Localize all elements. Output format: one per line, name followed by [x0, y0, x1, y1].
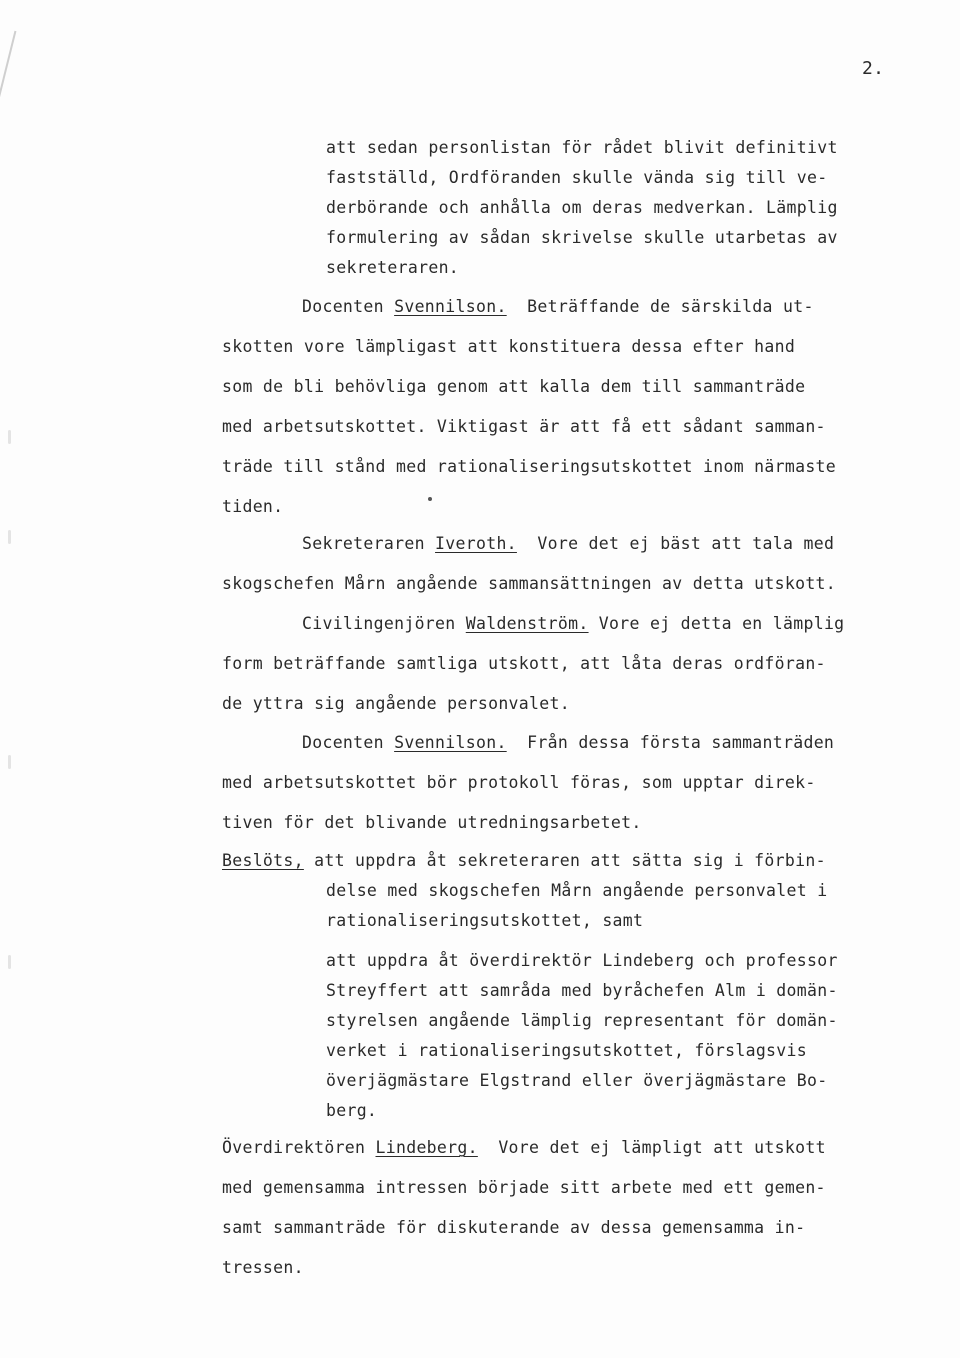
text-line: delse med skogschefen Mårn angående personvalet i — [326, 881, 828, 900]
decision-label: Beslöts, — [222, 851, 304, 870]
text-line: form beträffande samtliga utskott, att låta deras ordföran- — [222, 654, 826, 673]
text-line: rationaliseringsutskottet, samt — [326, 911, 644, 930]
speaker-name: Waldenström. — [465, 614, 589, 633]
text-line: formulering av sådan skrivelse skulle utarbetas av — [326, 228, 838, 247]
speaker-title: Civilingenjören — [302, 614, 456, 633]
statement-text: Vore det ej lämpligt att utskott — [498, 1138, 826, 1157]
text-line: tressen. — [222, 1258, 304, 1277]
text-line: att sedan personlistan för rådet blivit definitivt — [326, 138, 838, 157]
speaker-line — [302, 733, 834, 753]
speaker-title: Docenten — [302, 733, 384, 752]
decision-line — [222, 851, 826, 871]
statement-text: Beträffande de särskilda ut- — [527, 297, 814, 316]
text-line: de yttra sig angående personvalet. — [222, 694, 570, 713]
text-line: Streyffert att samråda med byråchefen Alm i domän- — [326, 981, 838, 1000]
speaker-name: Lindeberg. — [375, 1138, 478, 1157]
speaker-title: Överdirektören — [222, 1138, 366, 1157]
speaker-line — [302, 614, 844, 634]
text-line: verket i rationaliseringsutskottet, förslagsvis — [326, 1041, 807, 1060]
speaker-name: Svennilson. — [394, 733, 507, 752]
text-line: derbörande och anhålla om deras medverkan. Lämplig — [326, 198, 838, 217]
page-number: 2. — [862, 58, 885, 79]
text-line: att uppdra åt överdirektör Lindeberg och professor — [326, 951, 838, 970]
binding-mark — [8, 430, 11, 444]
text-line: skogschefen Mårn angående sammansättningen av detta utskott. — [222, 574, 837, 593]
text-line: tiven för det blivande utredningsarbetet. — [222, 813, 642, 832]
text-line: styrelsen angående lämplig representant för domän- — [326, 1011, 838, 1030]
text-line: träde till stånd med rationaliseringsutskottet inom närmaste — [222, 457, 837, 476]
text-line: skotten vore lämpligast att konstituera dessa efter hand — [222, 337, 796, 356]
text-line: med arbetsutskottet. Viktigast är att få ett sådant samman- — [222, 417, 826, 436]
text-line: fastställd, Ordföranden skulle vända sig till ve- — [326, 168, 828, 187]
ink-spot — [428, 497, 432, 501]
text-line: tiden. — [222, 497, 284, 516]
speaker-title: Docenten — [302, 297, 384, 316]
binding-mark — [8, 530, 11, 544]
speaker-line — [302, 297, 814, 317]
text-line: överjägmästare Elgstrand eller överjägmästare Bo- — [326, 1071, 828, 1090]
decision-text: att uppdra åt sekreteraren att sätta sig i förbin- — [314, 851, 826, 870]
speaker-line — [222, 1138, 826, 1158]
speaker-line — [302, 534, 834, 554]
margin-pencil-mark — [0, 31, 16, 99]
text-line: som de bli behövliga genom att kalla dem till sammanträde — [222, 377, 806, 396]
binding-mark — [8, 755, 11, 769]
text-line: berg. — [326, 1101, 378, 1120]
statement-text: Vore ej detta en lämplig — [598, 614, 845, 633]
statement-text: Från dessa första sammanträden — [527, 733, 835, 752]
text-line: med gemensamma intressen började sitt arbete med ett gemen- — [222, 1178, 826, 1197]
text-line: samt sammanträde för diskuterande av dessa gemensamma in- — [222, 1218, 806, 1237]
speaker-name: Svennilson. — [394, 297, 507, 316]
speaker-name: Iveroth. — [435, 534, 517, 553]
statement-text: Vore det ej bäst att tala med — [537, 534, 835, 553]
text-line: med arbetsutskottet bör protokoll föras, som upptar direk- — [222, 773, 816, 792]
speaker-title: Sekreteraren — [302, 534, 425, 553]
text-line: sekreteraren. — [326, 258, 460, 277]
binding-mark — [8, 955, 11, 969]
